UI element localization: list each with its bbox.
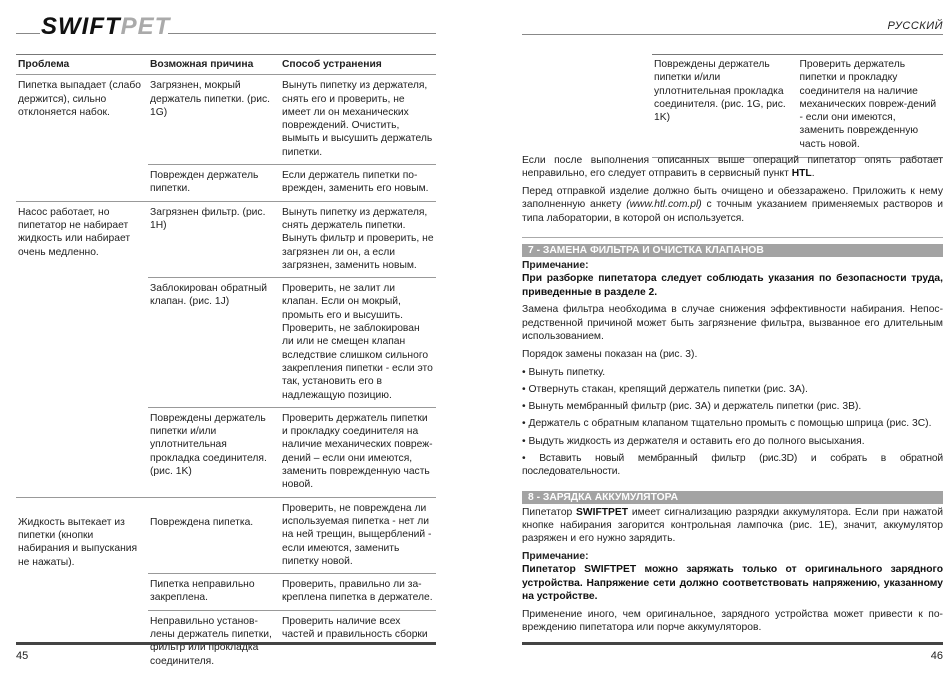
paragraph: Порядок замены показан на (рис. 3).: [522, 348, 698, 360]
cause-cell: Заблокирован обратный клапан. (рис. 1J): [148, 278, 280, 408]
shipping-paragraph: [522, 185, 943, 225]
body-text: [522, 154, 943, 639]
text: с точным указанием применяемых растворов и типа лаборатории, в которой он используется.: [522, 199, 943, 224]
cause-cell: Повреждены держатель пипетки и/или уплотнительная прокладка соединителя. (рис. 1G, рис. 1K): [654, 59, 786, 124]
footer-rule: [16, 642, 436, 645]
list-item-text: Выдуть жидкость из держателя и оставить его до полного высыхания.: [528, 435, 865, 447]
cause-cell: Поврежден держатель пипетки.: [148, 165, 280, 202]
swiftpet-logo: [16, 12, 436, 40]
text-bold: HTL: [791, 168, 812, 180]
list-item: • Вставить новый мембранный фильтр (рис.3D) и собрать в обратной последовательности.: [522, 453, 943, 478]
list-item: • Держатель с обратным клапаном тщательно промыть с помощью шприца (рис. 3С).: [522, 418, 932, 430]
section-7-heading: 7 - ЗАМЕНА ФИЛЬТРА И ОЧИСТКА КЛАПАНОВ: [522, 244, 943, 257]
note-label: Примечание:: [522, 551, 589, 563]
text-bold: SWIFTPET: [576, 506, 629, 518]
footer-rule: [522, 642, 943, 645]
list-item: • Выдуть жидкость из держателя и оставить его до полного высыхания.: [522, 435, 865, 447]
table-header: [16, 55, 436, 75]
left-page: [16, 0, 436, 667]
table-row: [652, 55, 943, 158]
text: Если после выполнения описанных выше операций пипетатор опять работает неправильно, его следует отправить в сервисный пункт: [522, 155, 943, 180]
fix-cell: Проверить, не залит ли клапан. Если он мокрый, промыть его и высушить. Проверить, не заблокирован ли или не смещен клапан вследствие слишком сильного закрепления пипетки - если это так, установить его в надлежащую позицию.: [280, 278, 436, 408]
cause-cell: Загрязнен фильтр. (рис. 1H): [148, 201, 280, 277]
fix-cell: Если держатель пипетки по-врежден, заменить его новым.: [280, 165, 436, 202]
language-label: РУССКИЙ: [887, 20, 943, 32]
header-cause: Возможная причина: [148, 55, 280, 75]
section-8-heading: 8 - ЗАРЯДКА АККУМУЛЯТОРА: [522, 491, 943, 504]
problem-cell: Пипетка выпадает (слабо держится), сильно отклоняется набок.: [18, 80, 141, 118]
list-item-text: Вынуть пипетку.: [528, 366, 606, 378]
header-fix: Способ устранения: [280, 55, 436, 75]
fix-cell: Вынуть пипетку из держателя, снять держатель пипетки. Вынуть фильтр и проверить, не загрязнен ли он, а если загрязнен, заменить новым.: [280, 201, 436, 277]
problem-cell: Жидкость вытекает из пипетки (кнопки набирания и выпускания не нажаты).: [16, 497, 148, 673]
fix-cell: Проверить, не повреждена ли используемая пипетка - нет ли на ней трещин, выщерблений - если имеются, заменить пипетку новой.: [280, 497, 436, 573]
service-paragraph: [522, 154, 943, 181]
text: имеет сигнализацию разрядки аккумулятора. Если при нажатой кнопке набирания загорится контрольная лампочка (рис. 1E), значит, аккумулятор разряжен и его нужно зарядить.: [522, 506, 943, 545]
list-item: • Отвернуть стакан, крепящий держатель пипетки (рис. 3А).: [522, 383, 808, 395]
table-row: [16, 497, 436, 573]
paragraph: Применение иного, чем оригинальное, зарядного устройства может привести к по-вреждению пипетатора или порче аккумуляторов.: [522, 608, 943, 634]
cause-cell: Повреждена пипетка.: [148, 497, 280, 573]
table-row: [16, 201, 436, 277]
note-text: При разборке пипетатора следует соблюдать указания по безопасности труда, приведенные в разделе 2.: [522, 273, 943, 298]
fix-cell: Проверить, правильно ли за-креплена пипетка в держателе.: [280, 574, 436, 611]
header-rule: [522, 34, 943, 35]
paragraph: [522, 506, 943, 546]
cause-cell: Повреждены держатель пипетки и/или уплотнительная прокладка соединителя. (рис. 1K): [148, 407, 280, 497]
list-item-text: Держатель с обратным клапаном тщательно промыть с помощью шприца (рис. 3С).: [528, 418, 932, 430]
header-problem: Проблема: [16, 55, 148, 75]
paragraph: Замена фильтра необходима в случае снижения эффективности набирания. Непос-редственной причиной может быть загрязнение фильтра, вызванное его длительным использованием.: [522, 304, 943, 342]
troubleshooting-table: [16, 54, 436, 673]
fix-cell: Проверить наличие всех частей и правильность сборки: [280, 610, 436, 673]
text: Перед отправкой изделие должно быть очищено и обеззаражено. Приложить к нему заполненную анкету: [522, 186, 943, 211]
list-item: • Вынуть пипетку.: [522, 366, 606, 378]
list-item: • Вынуть мембранный фильтр (рис. 3А) и держатель пипетки (рис. 3В).: [522, 401, 862, 413]
divider: [522, 237, 943, 238]
text: Пипетатор: [522, 506, 577, 518]
cause-cell: Пипетка неправильно закреплена.: [148, 574, 280, 611]
page-number: 46: [930, 650, 943, 662]
table-row: [16, 75, 436, 165]
fix-cell: Проверить держатель пипетки и прокладку соединителя на наличие механических повреж-дений - если они имеются, заменить поврежденную часть новой.: [799, 59, 937, 150]
website-text: (www.htl.com.pl): [626, 199, 702, 211]
problem-cell: Насос работает, но пипетатор не набирает жидкость или набирает очень медленно.: [16, 201, 148, 497]
logo-part2: PET: [120, 13, 171, 40]
list-item-text: Отвернуть стакан, крепящий держатель пипетки (рис. 3А).: [528, 383, 808, 395]
cause-cell: Загрязнен, мокрый держатель пипетки. (рис. 1G): [150, 80, 270, 118]
page-number: 45: [16, 650, 29, 662]
fix-cell: Вынуть пипетку из держателя, снять его и проверить, не имеет ли он механических повреждений. Очистить, вымыть и высушить держатель пипетки.: [282, 80, 433, 158]
fix-cell: Проверить держатель пипетки и прокладку соединителя на наличие механических повреж-дений – если они имеются, заменить поврежденную часть новой.: [280, 407, 436, 497]
cause-cell: Неправильно установ-лены держатель пипетки, фильтр или прокладка соединителя.: [148, 610, 280, 673]
list-item-text: Вставить новый мембранный фильтр (рис.3D) и собрать в обратной последовательности.: [522, 453, 943, 478]
note-text: Пипетатор SWIFTPET можно заряжать только от оригинального зарядного устройства. Напряжение сети должно соответствовать напряжению, указанному на устройстве.: [522, 564, 943, 602]
note-label: Примечание:: [522, 259, 589, 271]
logo-part1: SWIFT: [41, 13, 121, 40]
troubleshooting-table-continued: [652, 54, 943, 158]
right-page: [522, 0, 943, 667]
text: .: [811, 168, 815, 180]
list-item-text: Вынуть мембранный фильтр (рис. 3А) и держатель пипетки (рис. 3В).: [528, 401, 862, 413]
